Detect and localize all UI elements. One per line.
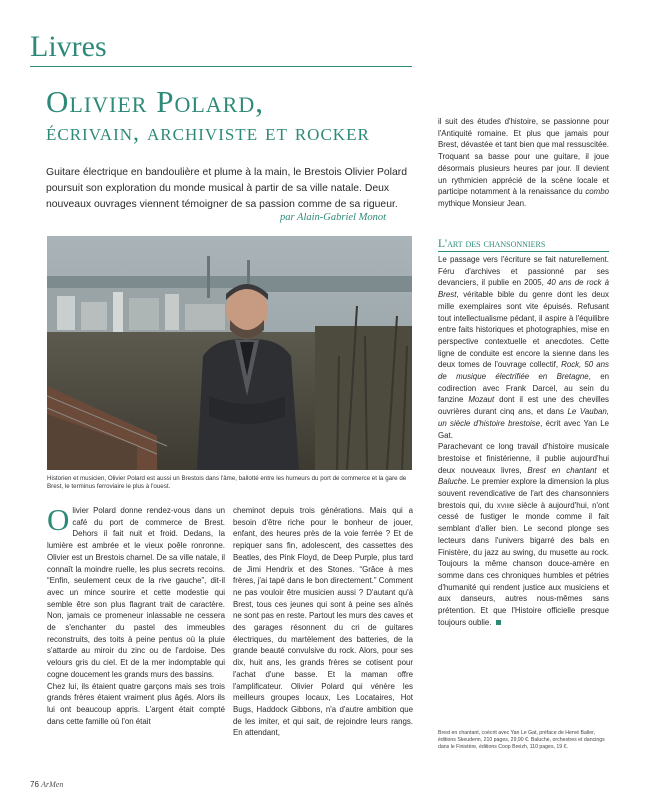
lede-paragraph: Guitare électrique en bandoulière et plume à la main, le Brestois Olivier Polard poursuit son exploration du monde musical à partir de sa ville natale. Deux nouveaux ouvrages viennent témoigner de sa passion comme de sa rigueur. [46,167,407,210]
body-paragraph [438,254,609,441]
body-paragraph [438,116,609,210]
body-text: , écrit avec Yan Le Gat. [438,418,609,440]
body-column-1 [47,502,225,727]
portrait-photo [47,236,412,470]
book-title: Brest en chantant [527,465,597,475]
book-title: Baluche [438,477,467,487]
body-text: mythique Monsieur Jean. [438,198,527,208]
fanzine-title: Mozaut [468,395,495,405]
magazine-name: ArMen [41,780,64,789]
body-text: , en codirection avec Frank Darcel, au sein du fanzine [438,372,609,405]
body-paragraph: cheminot depuis trois générations. Mais qui a besoin d'être riche pour le bonheur de jouer, enfant, des heures près de la voie ferrée ? Et de repiquer sans fin, adolescent, des cassettes des Beatles, des Pink Floyd, de Deep Purple, plus tard de Jimi Hendrix et des Stones. “Grâce à mes frères, j'ai tapé dans le bon directement.” Comment ne pas vouloir être musicien aussi ? D'autant qu'à Brest, tous ces jeunes qui sont à peine ses aînés ne sont pas en reste. Partout les murs des caves et des garages résonnent du cri de guitares électriques, du martèlement des batteries, de la grande beauté convulsive du rock. Alors, pour ses dix, huit ans, les grands frères se cotisent pour l'achat d'une basse. Et la maman offre l'amplificateur. Olivier Polard qui vénère les meilleurs groupes locaux, Les Locataires, Hot Bugs, Haddock Gibbons, n'a d'autre ambition que de les imiter, et qui sait, de rejoindre leurs rangs. En attendant, [233,506,413,738]
body-text: et [602,465,609,475]
drop-cap: O [47,502,70,537]
body-text: il suit des études d'histoire, se passionne pour l'Antiquité romaine. Et plus que jamais pour Brest, dévastée et tant bien que mal ressuscitée. Troquant sa basse pour une guitare, il joue désormais plusieurs heures par jour. Il devient un rythmicien apprécié de la scène locale et participe notamment à la renaissance du [438,117,609,197]
bibliography-note: Brest en chantant, coécrit avec Yan Le Gat, préface de Hervé Baller, éditions Skeudenn, 210 pages, 29,90 €. Baluche, orchestres et dancings dans le Finistère, éditions Coop Breizh, 110 pages, 19 €. [438,730,605,751]
book-title: Rock, 50 ans de musique électrifiée en Bretagne [438,360,609,382]
end-of-article-mark [496,620,501,625]
section-rule [30,66,412,67]
page-folio [30,780,63,789]
book-title: Le Vauban, un siècle d'histoire brestoise [438,407,609,428]
century-numeral: xviii [496,500,510,510]
body-text: , véritable bible du genre dont les deux mille exemplaires sont vite épuisés. Refusant tout intellectualisme pédant, il aspire à l'équilibre entre faits historiques et photographies, mise en perspective contextuelle et anecdotes. Cette ligne de conduite est encore la sienne dans les deux tomes de l'ouvrage collectif, [438,290,609,370]
body-paragraph: Chez lui, ils étaient quatre garçons mais ses trois grands frères étaient vraiment plus âgés. Alors ils lui ont beaucoup appris. L'argent était compté dans cette famille où l'on était [47,681,225,726]
body-text: Parachevant ce long travail d'histoire musicale brestoise et finistérienne, il publie aujourd'hui deux nouveaux livres, [438,442,609,475]
body-paragraph [47,502,225,681]
headline-line-2: écrivain, archiviste et rocker [46,120,370,146]
portrait-photo-illustration [47,236,412,470]
body-text: dont il est une des chevilles ouvrières durant cinq ans, et dans [438,395,609,417]
body-paragraph [438,441,609,628]
body-column-3-top [438,116,609,210]
page-number: 76 [30,780,39,789]
body-text: livier Polard donne rendez-vous dans un café du port de commerce de Brest. Dehors il fait nuit et froid. Dedans, la lumière est ambrée et le vieux poêle ronronne. Olivier est un Brestois charnel. De sa ville natale, il connaît la moindre ruelle, les plus secrets recoins. “Enfin, seulement ceux de la rive gauche”, dit-il avec un mince sourire et cette modestie qui semble être son plus flagrant trait de caractère. Non, jamais ce promeneur inlassable ne cessera de s'enchanter du pastel des immeubles reconstruits, des toits à peine pentus où la pluie s'attarde au miroir du zinc ou de l'ardoise. Des velours gris du ciel. Et de la mer indomptable qui cogne doucement les grands murs des bassins. [47,506,225,679]
section-label: Livres [30,30,107,63]
body-text: . Le premier explore la dimension la plus souvent revendicative de l'art des chansonniers brestois qui, du [438,477,609,510]
byline: par Alain-Gabriel Monot [280,212,386,223]
headline-line-1: Olivier Polard, [46,84,264,119]
body-column-2 [233,505,413,739]
body-text: Le passage vers l'écriture se fait naturellement. Féru d'archives et passionné par ses devanciers, il publie en 2005, [438,255,609,288]
subhead: L'art des chansonniers [438,238,609,252]
body-emphasis: combo [585,187,609,197]
body-column-3 [438,254,609,629]
book-title: 40 ans de rock à Brest [438,278,609,300]
body-text: e siècle à aujourd'hui, n'ont cessé de fustiger le monde comme il fait semblant d'aller bien. Le second plonge ses lecteurs dans l'univers bigarré des bals en Finistère, du jazz au swing, du musette au rock. Toujours la même chanson douce-amère en somme dans ces chroniques humbles et pétries d'humanité qui rendent justice aux musiciens et aux danseurs, autres nous-mêmes sans prétention. Et que l'Histoire officielle presque toujours oublie. [438,500,610,627]
photo-caption: Historien et musicien, Olivier Polard est aussi un Brestois dans l'âme, ballotté entre les humeurs du port de commerce et la gare de Brest, le terminus ferroviaire le plus à l'ouest. [47,475,407,491]
